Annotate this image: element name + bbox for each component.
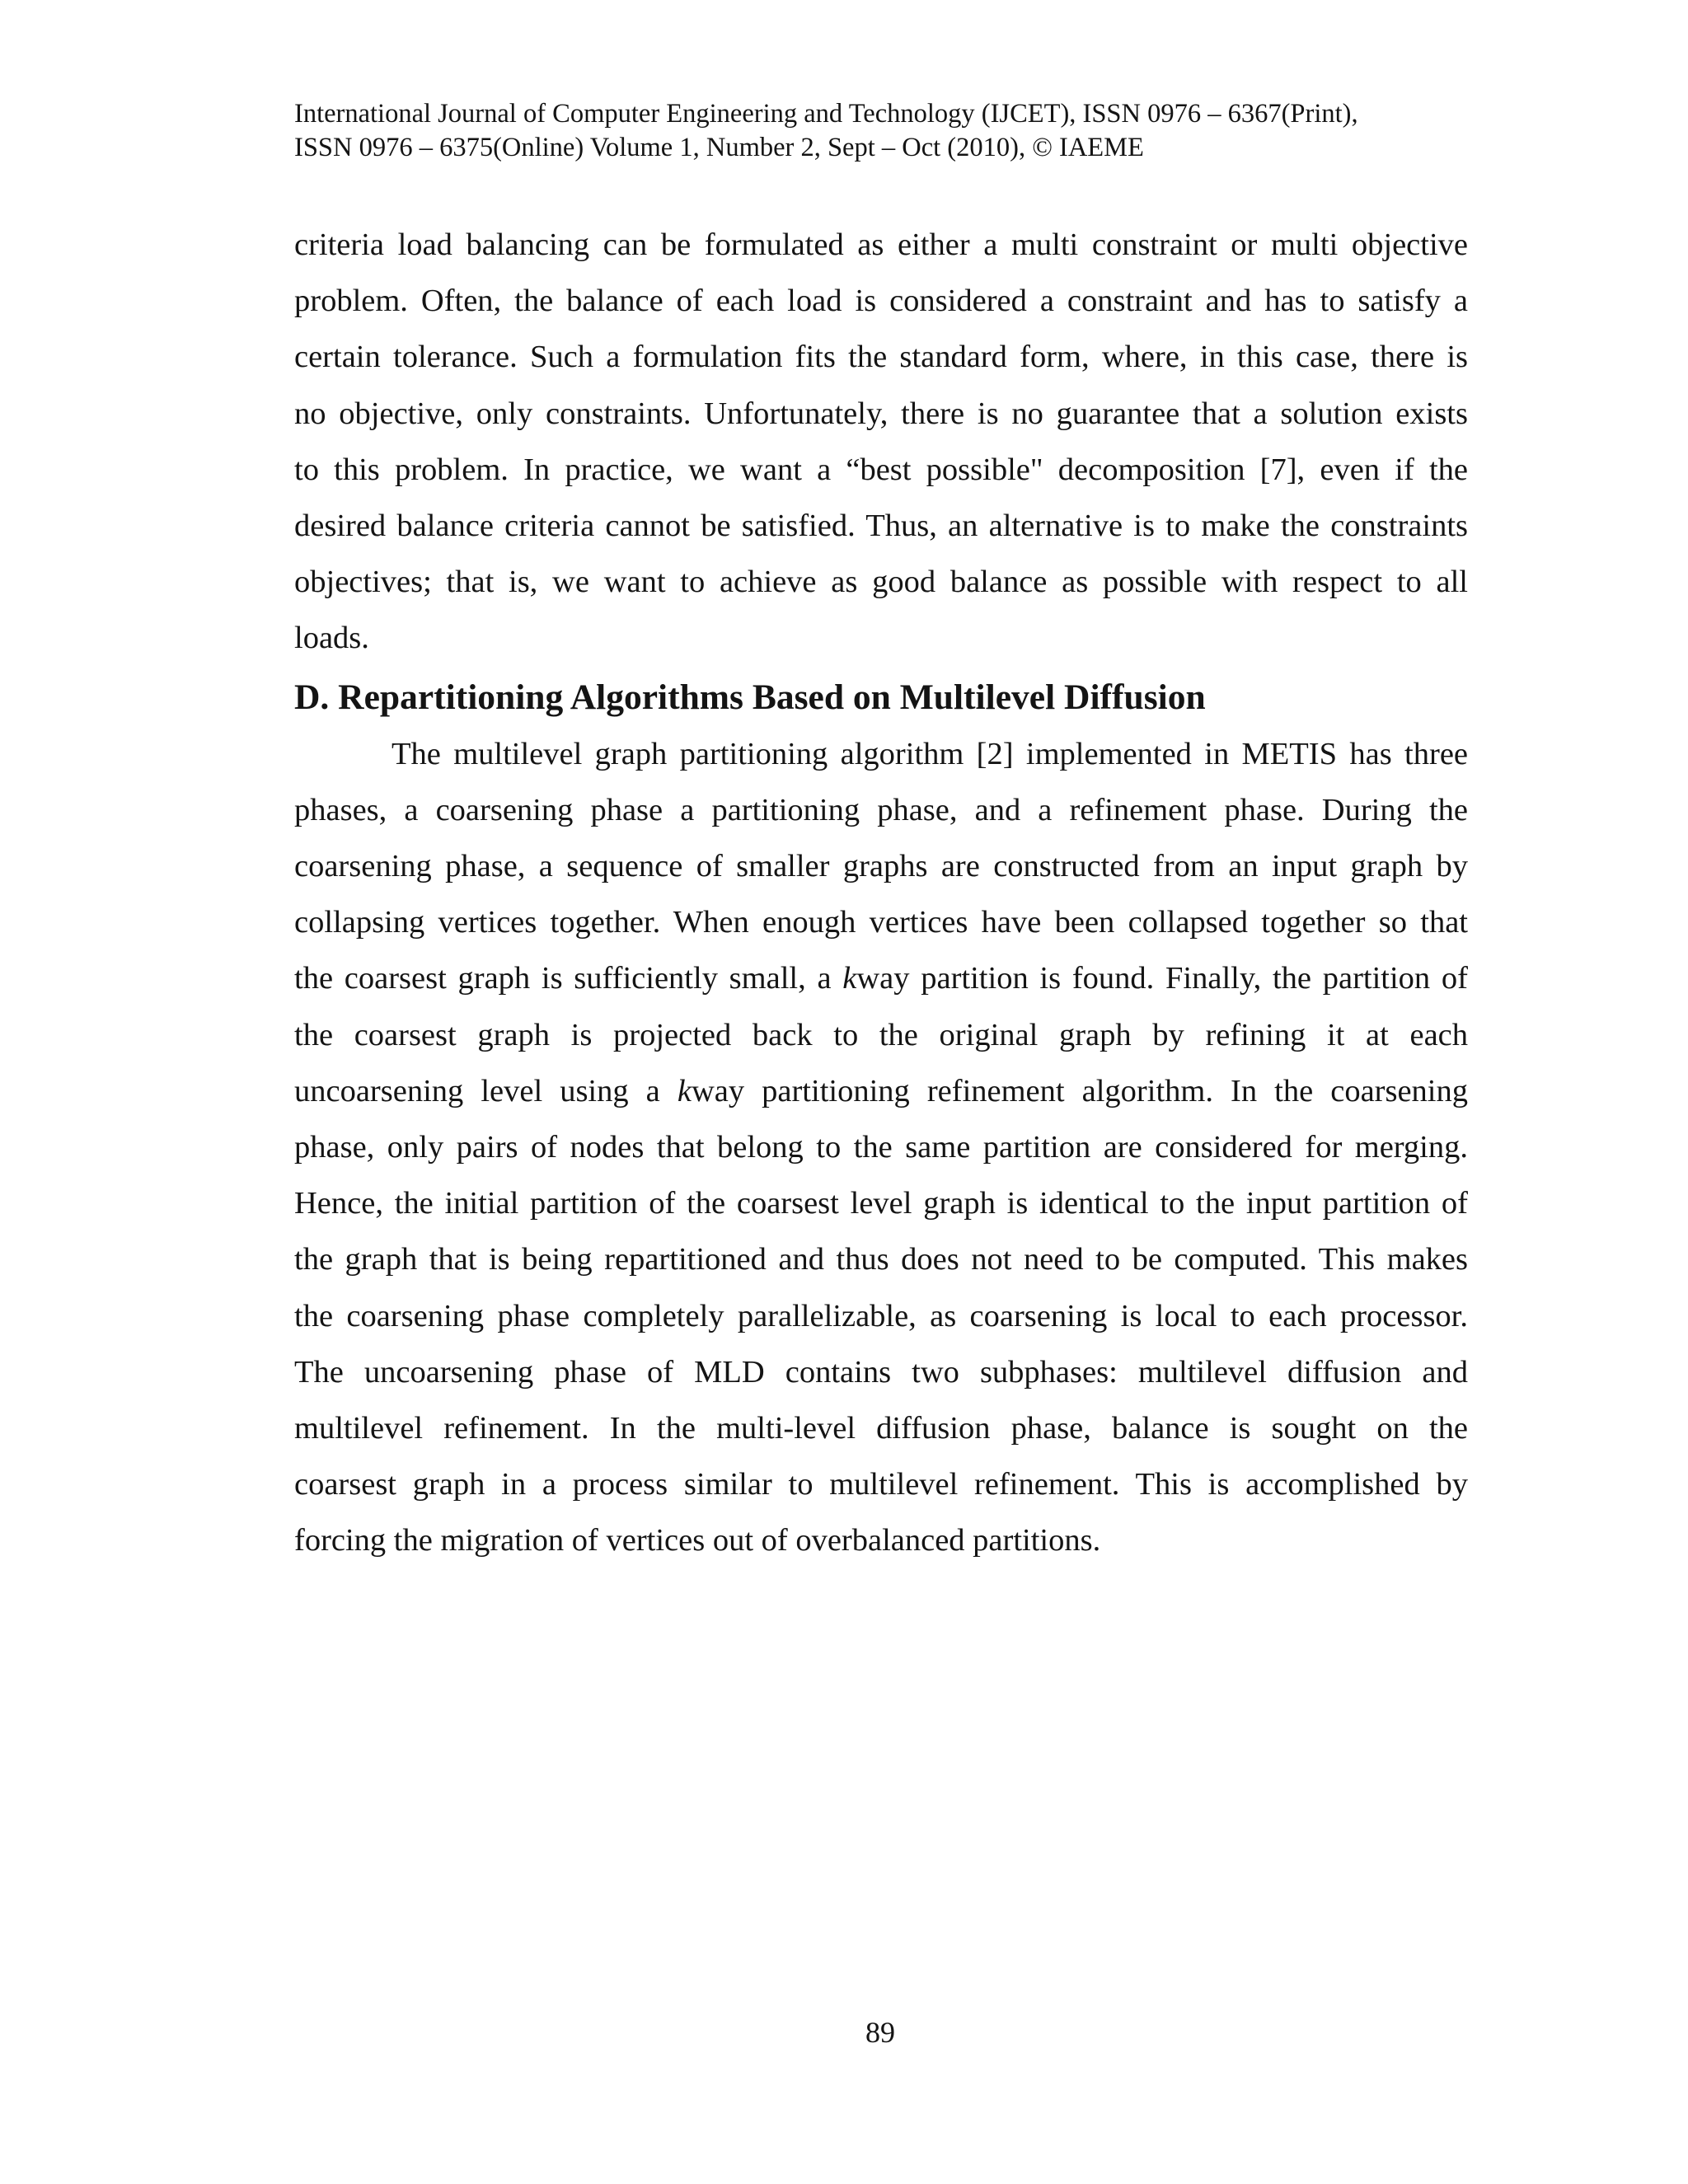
- text-line: the coarsening phase completely parallelizable, as coarsening is local to each processor.: [294, 1298, 1468, 1333]
- text-line: loads.: [294, 621, 369, 656]
- text-line: criteria load balancing can be formulated as either a multi constraint or multi objective: [294, 227, 1468, 262]
- text-line: Hence, the initial partition of the coarsest level graph is identical to the input partition of: [294, 1186, 1468, 1221]
- text-fragment: way partitioning refinement algorithm. In the coarsening: [691, 1073, 1469, 1108]
- journal-header-line-2: ISSN 0976 – 6375(Online) Volume 1, Number 2, Sept – Oct (2010), © IAEME: [294, 133, 1144, 162]
- page-number: 89: [865, 2016, 895, 2049]
- main-content: [294, 217, 1468, 1569]
- text-fragment: uncoarsening level using a: [294, 1073, 678, 1108]
- text-line: multilevel refinement. In the multi-level diffusion phase, balance is sought on the: [294, 1411, 1468, 1446]
- text-line: objectives; that is, we want to achieve as good balance as possible with respect to all: [294, 565, 1468, 600]
- text-line: no objective, only constraints. Unfortunately, there is no guarantee that a solution exists: [294, 396, 1468, 431]
- text-line: forcing the migration of vertices out of overbalanced partitions.: [294, 1523, 1101, 1558]
- text-line: phases, a coarsening phase a partitioning phase, and a refinement phase. During the: [294, 792, 1468, 827]
- italic-k: k: [677, 1073, 692, 1108]
- journal-header-line-1: International Journal of Computer Engineering and Technology (IJCET), ISSN 0976 – 6367(Print),: [294, 99, 1358, 129]
- paragraph-multilevel-diffusion: [294, 726, 1468, 1569]
- text-line: certain tolerance. Such a formulation fits the standard form, where, in this case, there is: [294, 340, 1468, 375]
- text-line: phase, only pairs of nodes that belong to the same partition are considered for merging.: [294, 1130, 1468, 1165]
- journal-running-header: [294, 97, 1473, 165]
- text-line: desired balance criteria cannot be satisfied. Thus, an alternative is to make the constraints: [294, 509, 1468, 544]
- text-fragment: way partition is found. Finally, the partition of: [856, 961, 1468, 996]
- text-line: coarsest graph in a process similar to multilevel refinement. This is accomplished by: [294, 1467, 1468, 1502]
- text-line: The uncoarsening phase of MLD contains two subphases: multilevel diffusion and: [294, 1354, 1468, 1390]
- text-fragment: the coarsest graph is sufficiently small, a: [294, 961, 843, 996]
- text-line: collapsing vertices together. When enough vertices have been collapsed together so that: [294, 905, 1468, 940]
- text-line: problem. Often, the balance of each load is considered a constraint and has to satisfy a: [294, 284, 1468, 319]
- text-line: The multilevel graph partitioning algorithm [2] implemented in METIS has three: [392, 736, 1468, 771]
- section-heading: D. Repartitioning Algorithms Based on Multilevel Diffusion: [294, 677, 1206, 717]
- text-line: coarsening phase, a sequence of smaller graphs are constructed from an input graph by: [294, 849, 1468, 884]
- text-line-with-italic: [294, 950, 1468, 1006]
- text-line-with-italic: [294, 1063, 1468, 1119]
- text-line: to this problem. In practice, we want a “best possible" decomposition [7], even if the: [294, 452, 1468, 487]
- text-line: the graph that is being repartitioned and thus does not need to be computed. This makes: [294, 1242, 1468, 1277]
- italic-k: k: [842, 961, 857, 996]
- text-line: the coarsest graph is projected back to the original graph by refining it at each: [294, 1017, 1468, 1052]
- paragraph-load-balancing: [294, 217, 1468, 667]
